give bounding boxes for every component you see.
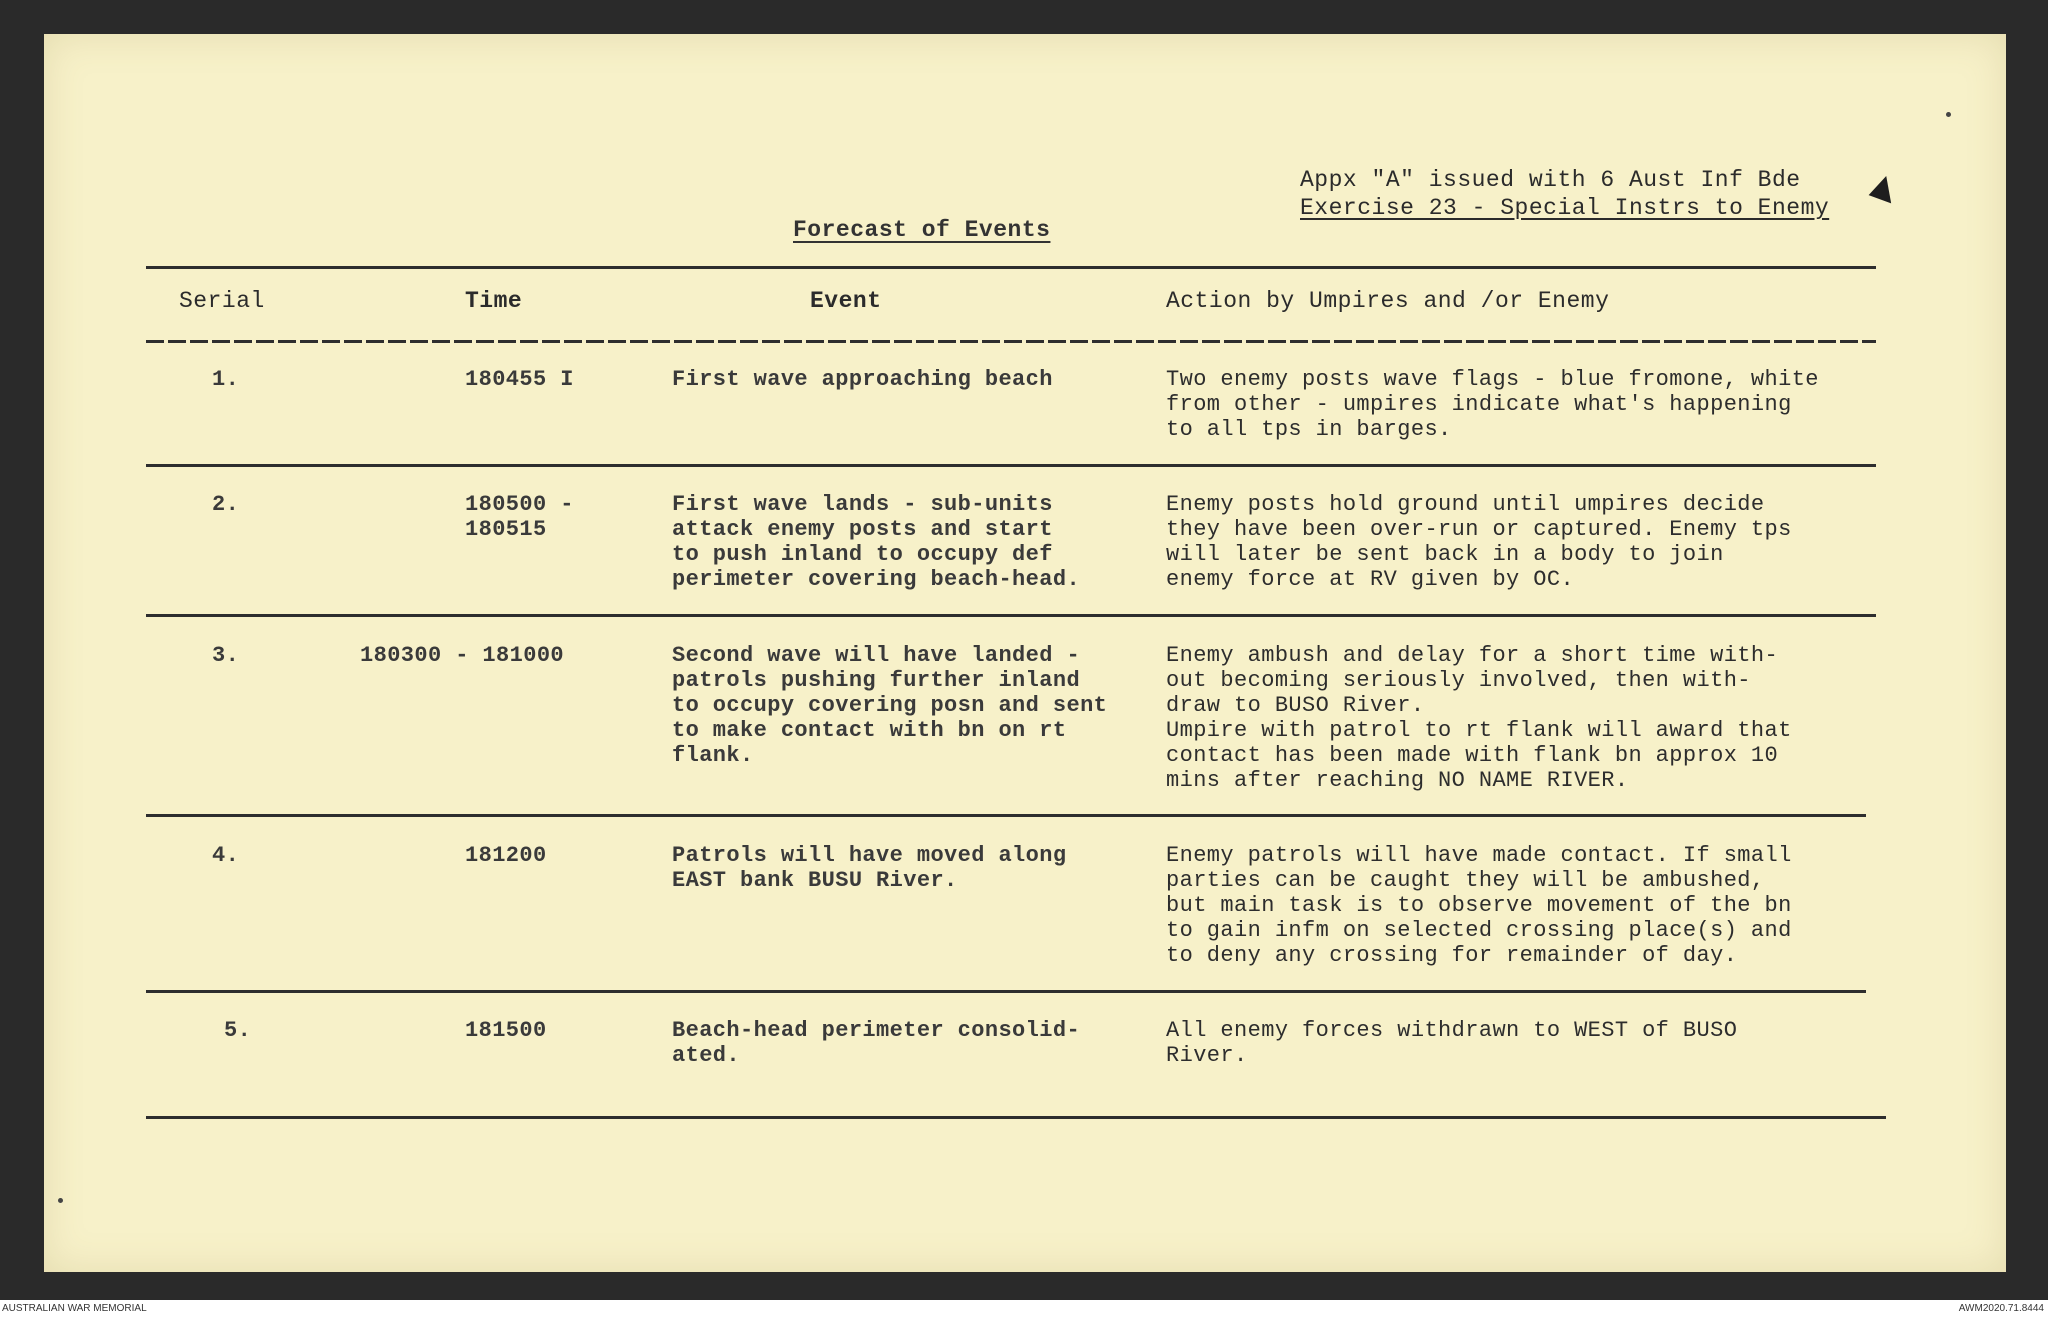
col-header-event: Event — [810, 288, 882, 314]
row-3-serial: 3. — [212, 643, 240, 668]
row-divider — [146, 464, 1876, 467]
row-3-event: Second wave will have landed - patrols pushing further inland to occupy covering posn and sent to make contact with bn on rt flank. — [672, 643, 1108, 768]
row-divider — [146, 990, 1866, 993]
footer-accession-number: AWM2020.71.8444 — [1958, 1303, 2044, 1314]
footer-credit: AUSTRALIAN WAR MEMORIAL — [2, 1303, 147, 1314]
row-4-time: 181200 — [465, 843, 547, 868]
row-5-action: All enemy forces withdrawn to WEST of BUSO River. — [1166, 1018, 1738, 1068]
row-divider — [146, 814, 1866, 817]
row-3-action: Enemy ambush and delay for a short time with- out becoming seriously involved, then with- draw to BUSO River. Umpire with patrol to rt flank will award that contact has been made with flank bn approx 10 mins after reaching NO NAME RIVER. — [1166, 643, 1792, 793]
col-header-time: Time — [465, 288, 523, 314]
appendix-line-2: Exercise 23 - Special Instrs to Enemy — [1300, 195, 1830, 221]
row-4-serial: 4. — [212, 843, 240, 868]
footer-bar — [0, 1300, 2048, 1317]
row-5-serial: 5. — [224, 1018, 252, 1043]
row-2-event: First wave lands - sub-units attack enemy posts and start to push inland to occupy def perimeter covering beach-head. — [672, 492, 1081, 592]
row-1-time: 180455 I — [465, 367, 574, 392]
row-3-time: 180300 - 181000 — [360, 643, 565, 668]
row-divider — [146, 614, 1876, 617]
table-bottom-rule — [146, 1116, 1886, 1119]
ink-dot — [58, 1198, 63, 1203]
row-2-action: Enemy posts hold ground until umpires decide they have been over-run or captured. Enemy tps will later be sent back in a body to join enemy force at RV given by OC. — [1166, 492, 1792, 592]
header-rule — [146, 340, 1876, 343]
row-1-action: Two enemy posts wave flags - blue fromone, white from other - umpires indicate what's happening to all tps in barges. — [1166, 367, 1819, 442]
document-title: Forecast of Events — [793, 217, 1051, 243]
row-5-event: Beach-head perimeter consolid- ated. — [672, 1018, 1081, 1068]
ink-dot — [1946, 112, 1951, 117]
row-1-serial: 1. — [212, 367, 240, 392]
appendix-line-1: Appx "A" issued with 6 Aust Inf Bde — [1300, 167, 1801, 193]
col-header-action: Action by Umpires and /or Enemy — [1166, 288, 1610, 314]
row-2-time: 180500 - 180515 — [465, 492, 574, 542]
col-header-serial: Serial — [179, 288, 265, 314]
table-top-rule — [146, 266, 1876, 269]
appendix-reference — [1300, 166, 1829, 222]
row-4-event: Patrols will have moved along EAST bank BUSU River. — [672, 843, 1067, 893]
row-4-action: Enemy patrols will have made contact. If small parties can be caught they will be ambushed, but main task is to observe movement of the bn to gain infm on selected crossing place(s) and to deny any crossing for remainder of day. — [1166, 843, 1792, 968]
row-2-serial: 2. — [212, 492, 240, 517]
row-1-event: First wave approaching beach — [672, 367, 1053, 392]
row-5-time: 181500 — [465, 1018, 547, 1043]
